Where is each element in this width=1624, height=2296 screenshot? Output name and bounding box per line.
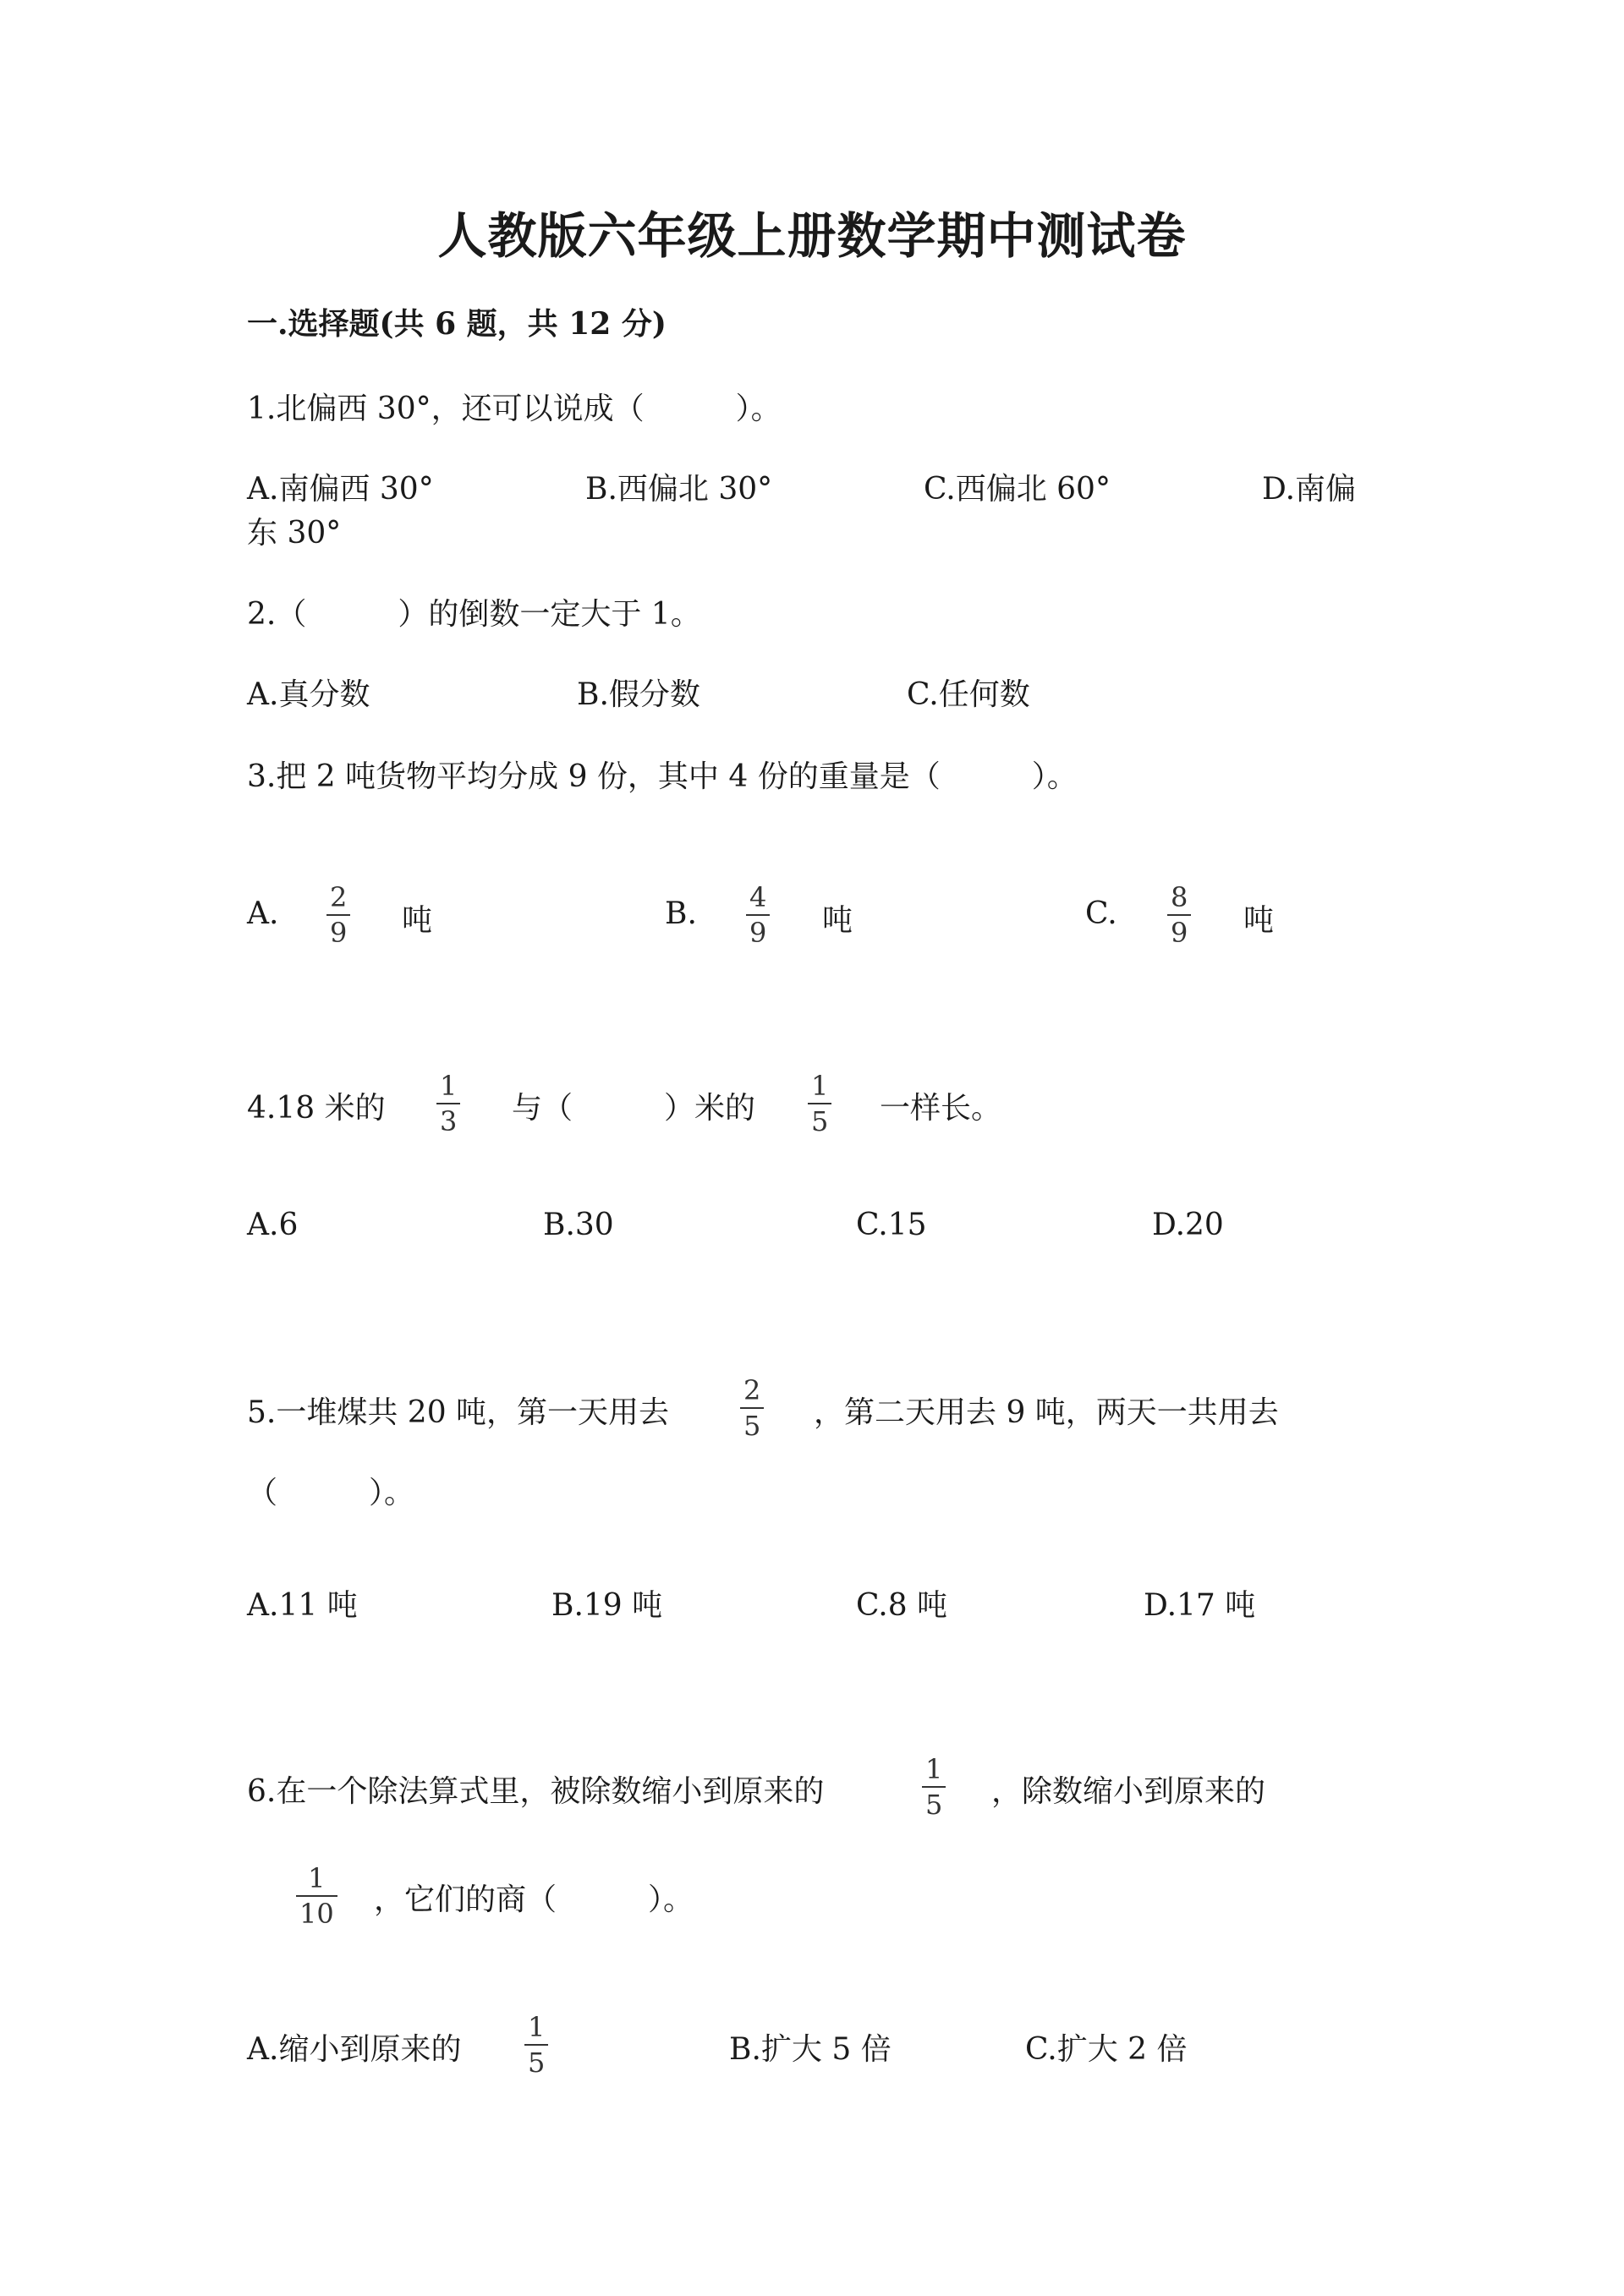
fraction-numerator: 1 <box>440 1070 458 1102</box>
q1-option-c: C.西偏北 60° <box>924 472 1111 507</box>
q3-option-a-unit: 吨 <box>402 903 433 938</box>
q6-fraction-2 <box>296 1862 337 1930</box>
fraction-numerator: 8 <box>1171 881 1188 913</box>
fraction-denominator: 9 <box>746 914 770 946</box>
question-5-text-end: ，第二天用去 9 吨，两天一共用去 <box>814 1395 1279 1430</box>
fraction-numerator: 2 <box>330 881 348 913</box>
question-4-text-end: 一样长。 <box>880 1091 1002 1126</box>
fraction-denominator: 5 <box>740 1407 764 1439</box>
fraction-numerator: 1 <box>528 2011 546 2043</box>
fraction-numerator: 2 <box>743 1374 761 1406</box>
question-5-blank: （ ）。 <box>247 1476 415 1510</box>
q4-option-d: D.20 <box>1152 1208 1224 1242</box>
q5-option-a: A.11 吨 <box>247 1588 358 1623</box>
q5-option-b: B.19 吨 <box>551 1588 663 1623</box>
q2-option-b: B.假分数 <box>577 677 700 712</box>
question-3-text: 3.把 2 吨货物平均分成 9 份，其中 4 份的重量是（ ）。 <box>247 759 1078 794</box>
q1-option-d: D.南偏 <box>1262 472 1357 507</box>
section-heading: 一.选择题(共 6 题，共 12 分) <box>247 306 667 342</box>
fraction-numerator: 4 <box>749 881 767 913</box>
q4-fraction-2 <box>808 1072 831 1135</box>
q3-option-a-label: A. <box>247 896 279 931</box>
q2-option-a: A.真分数 <box>247 677 370 712</box>
fraction-denominator: 3 <box>436 1103 460 1135</box>
page-title: 人教版六年级上册数学期中测试卷 <box>437 207 1187 265</box>
question-5-text-start: 5.一堆煤共 20 吨，第一天用去 <box>247 1395 670 1430</box>
fraction-denominator: 5 <box>524 2044 548 2076</box>
q3-option-b-unit: 吨 <box>822 903 853 938</box>
q1-option-b: B.西偏北 30° <box>585 472 773 507</box>
q4-option-c: C.15 <box>856 1208 927 1242</box>
q5-fraction <box>740 1374 764 1442</box>
fraction-numerator: 1 <box>811 1070 829 1102</box>
q5-option-d: D.17 吨 <box>1144 1588 1256 1623</box>
question-1-text: 1.北偏西 30°，还可以说成（ ）。 <box>247 392 782 426</box>
fraction-numerator: 1 <box>925 1753 943 1785</box>
question-4-text-start: 4.18 米的 <box>247 1091 386 1126</box>
question-6-text-end: ，它们的商（ ）。 <box>374 1882 694 1917</box>
q5-option-c: C.8 吨 <box>856 1588 948 1623</box>
question-6-text-start: 6.在一个除法算式里，被除数缩小到原来的 <box>247 1774 825 1809</box>
q1-option-a: A.南偏西 30° <box>247 472 434 507</box>
q3-option-c-label: C. <box>1085 896 1117 931</box>
q4-option-b: B.30 <box>543 1208 614 1242</box>
question-4-text-middle: 与（ ）米的 <box>512 1091 756 1126</box>
q6-fraction-1 <box>922 1753 946 1821</box>
q3-option-b-fraction <box>746 881 770 949</box>
q6-option-c: C.扩大 2 倍 <box>1025 2032 1188 2067</box>
q6-option-a-text: A.缩小到原来的 <box>247 2032 462 2067</box>
q3-option-c-fraction <box>1167 881 1191 949</box>
question-6-text-middle: ，除数缩小到原来的 <box>991 1774 1266 1809</box>
q4-fraction-1 <box>436 1072 460 1135</box>
q1-option-d-wrap: 东 30° <box>247 516 342 551</box>
q4-option-a: A.6 <box>247 1208 299 1242</box>
question-2-text: 2.（ ）的倒数一定大于 1。 <box>247 597 701 632</box>
q3-option-a-fraction <box>326 881 350 949</box>
q3-option-b-label: B. <box>665 896 697 931</box>
fraction-numerator: 1 <box>308 1862 326 1894</box>
q6-option-b: B.扩大 5 倍 <box>729 2032 892 2067</box>
fraction-denominator: 5 <box>922 1786 946 1818</box>
q6-option-a-fraction <box>524 2011 548 2079</box>
fraction-denominator: 5 <box>808 1103 831 1135</box>
fraction-denominator: 9 <box>326 914 350 946</box>
fraction-denominator: 9 <box>1167 914 1191 946</box>
fraction-denominator: 10 <box>296 1895 337 1927</box>
q3-option-c-unit: 吨 <box>1243 903 1275 938</box>
q2-option-c: C.任何数 <box>907 677 1030 712</box>
